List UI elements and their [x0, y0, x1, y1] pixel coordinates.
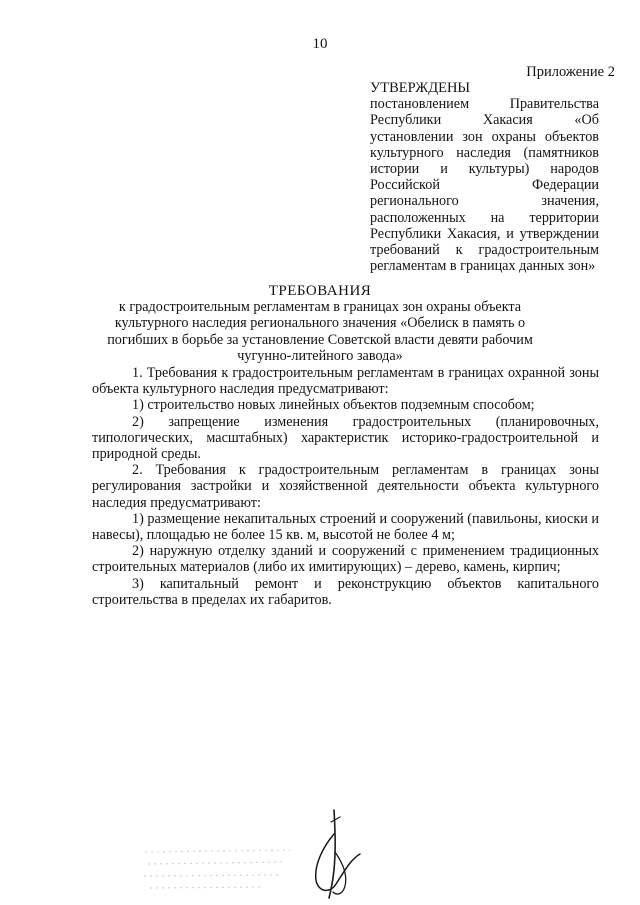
approval-text: постановлением Правительства Республики Хакасия «Об установлении зон охраны объектов культурного наследия (памятников истории и культуры) народов Российской Федерации регионального значения, расположенных на территории Республики Хакасия, и утверждении требований к градостроительным регламентам в границах данных зон»: [370, 96, 599, 275]
appendix-label: Приложение 2: [526, 64, 615, 80]
handwritten-signature: [304, 808, 366, 900]
paragraph: 3) капитальный ремонт и реконструкцию объектов капитального строительства в пределах их габаритов.: [92, 575, 599, 608]
page-number: 10: [312, 36, 328, 52]
approval-title: УТВЕРЖДЕНЫ: [370, 80, 471, 96]
paragraph: 1. Требования к градостроительным регламентам в границах охранной зоны объекта культурного наследия предусматривают:: [92, 365, 599, 398]
paragraph: 1) строительство новых линейных объектов подземным способом;: [132, 397, 535, 414]
document-title: ТРЕБОВАНИЯ: [268, 283, 372, 299]
paragraph: 1) размещение некапитальных строений и сооружений (павильоны, киоски и навесы), площадью не более 15 кв. м, высотой не более 4 м;: [92, 510, 599, 544]
approval-block: [370, 80, 599, 274]
paragraph: 2) запрещение изменения градостроительных (планировочных, типологических, масштабных) характеристик историко-градостроительной и природной среды.: [92, 413, 599, 463]
faded-stamp-marks: [140, 840, 300, 900]
paragraph: 2) наружную отделку зданий и сооружений с применением традиционных строительных материалов (либо их имитирующих) – дерево, камень, кирпич;: [92, 543, 599, 576]
document-subtitle: к градостроительным регламентам в границах зон охраны объекта культурного наследия регионального значения «Обелиск в память о погибших в борьбе за установление Советской власти девяти рабочим чугунно-литейного завода»: [107, 299, 533, 364]
paragraph: 2. Требования к градостроительным регламентам в границах зоны регулирования застройки и хозяйственной деятельности объекта культурного наследия предусматривают:: [92, 462, 599, 511]
document-body: [92, 365, 599, 608]
